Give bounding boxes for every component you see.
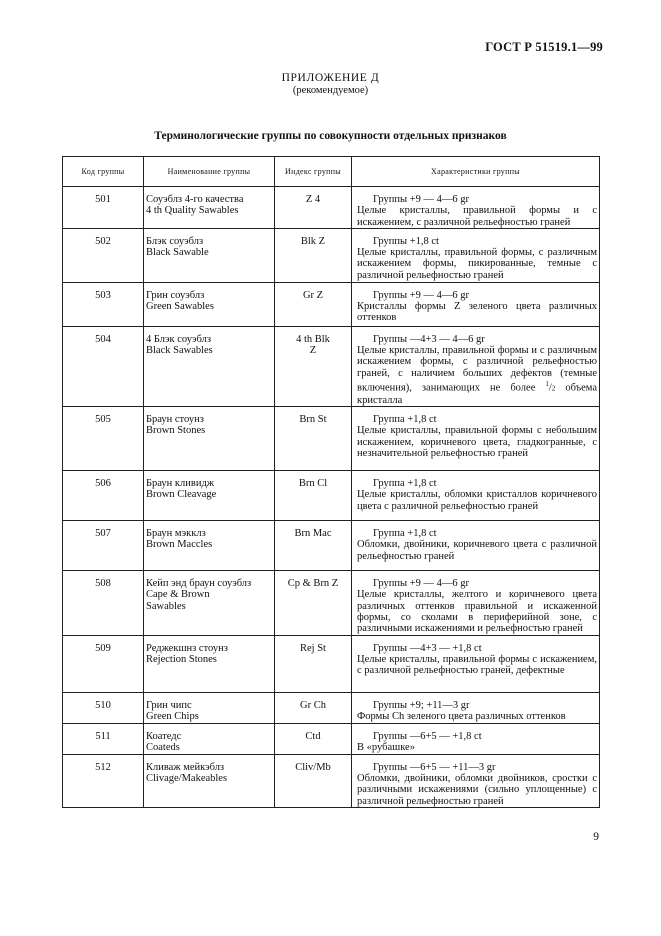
group-description-tail: объема кристалла [357, 382, 598, 406]
group-name-line: Блэк соуэблз [146, 235, 204, 247]
group-name [144, 326, 275, 406]
group-index [275, 282, 352, 326]
table-row [63, 635, 600, 692]
group-characteristics [352, 692, 600, 723]
group-code: 504 [63, 326, 144, 406]
group-index [275, 754, 352, 807]
group-characteristics [352, 187, 600, 229]
group-name [144, 407, 275, 471]
group-index [275, 187, 352, 229]
group-name-line: Кейп энд браун соуэблз [146, 578, 252, 590]
group-description-text: В «рубашке» [357, 741, 415, 753]
group-index [275, 407, 352, 471]
group-code: 506 [63, 471, 144, 521]
group-characteristics [352, 571, 600, 635]
group-size-range: Группы +9 — 4—6 gr [373, 194, 469, 205]
group-name-line: Коатедс [146, 730, 182, 742]
appendix-title: ПРИЛОЖЕНИЕ Д [281, 72, 380, 84]
group-name-line: Black Sawables [146, 345, 213, 357]
column-header-index: Индекс группы [275, 157, 352, 187]
group-size-range: Группа +1,8 ct [373, 478, 437, 490]
group-index-line: Cp & Brn Z [287, 578, 339, 590]
group-description-text: Целые кристаллы, правильной формы с искажением, с различной рельефностью граней, дефектные [357, 653, 597, 677]
table-row [63, 187, 600, 229]
appendix-subtitle: (рекомендуемое) [292, 85, 369, 96]
group-size-range: Группы —6+5 — +11—3 gr [373, 761, 496, 773]
group-index-line: 4 th Blk [296, 333, 330, 345]
group-name-line: Браун кливидж [146, 478, 215, 490]
group-description [357, 301, 599, 324]
table-row [63, 754, 600, 807]
group-description-text: Целые кристаллы, правильной формы с небольшим искажением, коричневого цвета, гладкогранные, с незначительной рельефностью граней [357, 425, 597, 460]
group-name [144, 635, 275, 692]
column-header-code: Код группы [63, 157, 144, 187]
group-code: 512 [63, 754, 144, 807]
group-description [357, 711, 599, 722]
group-description-text: Кристаллы формы Z зеленого цвета различных оттенков [357, 301, 597, 324]
group-description [357, 742, 599, 753]
group-name [144, 282, 275, 326]
group-index-line: Brn Cl [298, 478, 328, 490]
group-name-line: Brown Maccles [146, 539, 213, 551]
group-name-line: Реджекшнз стоунз [146, 642, 228, 654]
group-description-text: Формы Ch зеленого цвета различных оттенков [357, 710, 566, 722]
terminology-table [62, 156, 600, 808]
group-description-text: Целые кристаллы, правильной формы и с искажением, с различной рельефностью граней [357, 205, 597, 228]
group-size-range: Группы +1,8 ct [373, 235, 439, 247]
group-code: 507 [63, 521, 144, 571]
table-row [63, 282, 600, 326]
group-name-line: 4 Блэк соуэблз [146, 333, 211, 345]
group-index [275, 326, 352, 406]
group-description [357, 654, 599, 677]
group-index-line: Blk Z [300, 235, 326, 247]
column-header-name: Наименование группы [144, 157, 275, 187]
group-description-text: Целые кристаллы, желтого и коричневого цвета различных оттенков правильной и искаженной формы, со сколами в периферийной зоне, с различными искажениями и рельефностью граней [357, 589, 597, 635]
group-code: 501 [63, 187, 144, 229]
group-size-range: Группы —4+3 — +1,8 ct [373, 642, 482, 654]
group-index-line: Brn Mac [294, 528, 332, 540]
group-name-line: Black Sawable [146, 247, 209, 259]
group-characteristics [352, 407, 600, 471]
group-code: 503 [63, 282, 144, 326]
group-index-line: Gr Z [302, 289, 324, 301]
group-name-line: Coateds [146, 741, 180, 753]
table-row [63, 228, 600, 282]
appendix-heading [0, 72, 661, 96]
group-index-line: Gr Ch [300, 699, 326, 711]
group-description [357, 489, 599, 512]
group-characteristics [352, 471, 600, 521]
table-row [63, 571, 600, 635]
group-index [275, 692, 352, 723]
group-description [357, 539, 599, 562]
group-description-text: Обломки, двойники, коричневого цвета с различной рельефностью граней [357, 539, 597, 562]
group-index [275, 228, 352, 282]
group-name [144, 723, 275, 754]
group-size-range: Группа +1,8 ct [373, 528, 437, 540]
group-index-line: Cliv/Mb [295, 761, 331, 773]
group-code: 505 [63, 407, 144, 471]
group-characteristics [352, 521, 600, 571]
fraction-denominator: 2 [551, 384, 556, 393]
group-index [275, 571, 352, 635]
group-description [357, 589, 599, 634]
standard-number: ГОСТ Р 51519.1—99 [485, 40, 603, 54]
group-name-line: Соуэблз 4-го качества [146, 194, 244, 205]
group-name [144, 521, 275, 571]
group-characteristics [352, 754, 600, 807]
group-name-line: Браун мэкклз [146, 528, 206, 540]
group-characteristics [352, 228, 600, 282]
group-index-line: Brn St [299, 414, 327, 426]
group-size-range: Группы —4+3 — 4—6 gr [373, 333, 485, 345]
table-row [63, 471, 600, 521]
group-size-range: Группы +9 — 4—6 gr [373, 289, 469, 301]
group-description-text: Целые кристаллы, правильной формы, с различным искажением формы, пикированные, темные с различной рельефностью граней [357, 247, 597, 281]
group-index [275, 521, 352, 571]
group-code: 508 [63, 571, 144, 635]
group-name-line: Браун стоунз [146, 414, 204, 426]
group-name-line: 4 th Quality Sawables [146, 205, 239, 217]
group-size-range: Группы +9 — 4—6 gr [373, 578, 469, 590]
table-row [63, 692, 600, 723]
group-description-text: Обломки, двойники, обломки двойников, сростки с различными искажениями (сильно уплощенные) с различной рельефностью граней [357, 772, 597, 807]
group-code: 511 [63, 723, 144, 754]
group-index-line: Rej St [300, 642, 326, 654]
group-name [144, 754, 275, 807]
group-name [144, 471, 275, 521]
group-name [144, 228, 275, 282]
group-name-line: Brown Cleavage [146, 489, 217, 501]
group-index [275, 635, 352, 692]
group-characteristics [352, 635, 600, 692]
group-description-text: Целые кристаллы, правильной формы и с различным искажением формы, с различной рельефностью граней, с наличием больших дефектов (темные включения), занимающих не более [357, 345, 597, 394]
group-index [275, 471, 352, 521]
group-description [357, 773, 599, 807]
table-header-row [63, 157, 600, 187]
group-description [357, 205, 599, 228]
column-header-characteristics: Характеристики группы [352, 157, 600, 187]
group-name [144, 692, 275, 723]
group-index-line: Z [309, 345, 317, 357]
group-index [275, 723, 352, 754]
group-code: 502 [63, 228, 144, 282]
group-name-line: Brown Stones [146, 425, 206, 437]
group-name-line: Грин чипс [146, 699, 192, 711]
fraction-numerator: 1 [545, 380, 549, 389]
group-characteristics [352, 282, 600, 326]
group-name-line: Кливаж мейкэблз [146, 761, 225, 773]
group-index-line: Z 4 [305, 194, 321, 205]
group-characteristics [352, 326, 600, 406]
group-size-range: Группа +1,8 ct [373, 414, 437, 426]
group-name-line: Sawables [146, 600, 186, 612]
table-row [63, 521, 600, 571]
group-characteristics [352, 723, 600, 754]
group-size-range: Группы —6+5 — +1,8 ct [373, 730, 482, 742]
group-name [144, 571, 275, 635]
table-title: Терминологические группы по совокупности отдельных признаков [154, 130, 507, 142]
group-index-line: Ctd [305, 730, 321, 742]
group-name-line: Cape & Brown [146, 589, 210, 601]
group-name-line: Green Sawables [146, 301, 214, 313]
page-number: 9 [593, 831, 599, 843]
group-name-line: Грин соуэблз [146, 289, 205, 301]
group-description-text: Целые кристаллы, обломки кристаллов коричневого цвета с различной рельефностью граней [357, 489, 597, 512]
group-description [357, 425, 599, 459]
group-description [357, 247, 599, 281]
group-size-range: Группы +9; +11—3 gr [373, 699, 470, 711]
group-description: Целые кристаллы, правильной формы и с различным искажением формы, с различной рельефностью граней, с наличием больших дефектов (темные включения), занимающих не более $^1$/2 объема кристалла [357, 345, 598, 406]
group-code: 509 [63, 635, 144, 692]
group-name [144, 187, 275, 229]
table-row [63, 723, 600, 754]
table-row [63, 407, 600, 471]
group-name-line: Clivage/Makeables [146, 772, 228, 784]
table-row [63, 326, 600, 406]
group-code: 510 [63, 692, 144, 723]
group-name-line: Green Chips [146, 710, 199, 722]
group-name-line: Rejection Stones [146, 653, 217, 665]
